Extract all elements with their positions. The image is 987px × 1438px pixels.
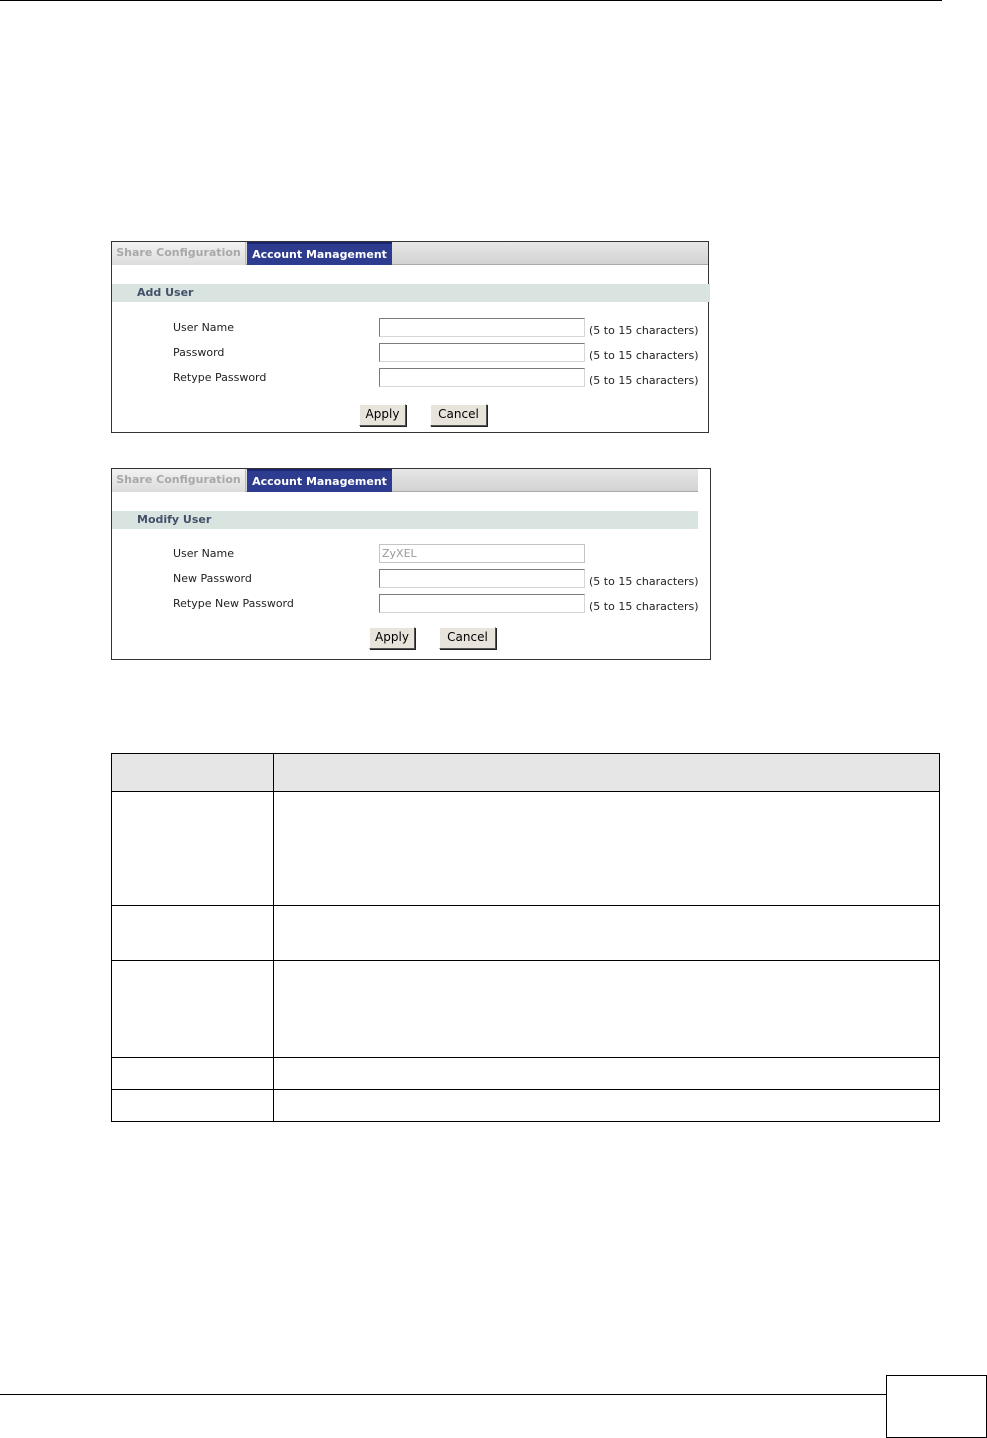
retype-new-password-input[interactable]	[379, 594, 585, 613]
password-label: Password	[173, 346, 225, 359]
table-row	[112, 906, 940, 961]
add-user-panel	[111, 241, 709, 433]
table-row	[112, 1090, 940, 1122]
table-cell	[274, 792, 940, 906]
table-header-cell	[112, 754, 274, 792]
field-description-table	[111, 753, 940, 1122]
table-row	[112, 792, 940, 906]
page-number-box	[886, 1375, 987, 1438]
retype-new-password-hint: (5 to 15 characters)	[589, 600, 699, 613]
tab-share-configuration[interactable]: Share Configuration	[112, 242, 246, 265]
table-header-row	[112, 754, 940, 792]
table-cell	[112, 961, 274, 1058]
table-header-cell	[274, 754, 940, 792]
user-name-label: User Name	[173, 547, 235, 560]
table-cell	[112, 1058, 274, 1090]
table-cell	[274, 906, 940, 961]
retype-new-password-label: Retype New Password	[173, 597, 294, 610]
table-row	[112, 961, 940, 1058]
table-cell	[112, 792, 274, 906]
cancel-button[interactable]: Cancel	[439, 627, 496, 649]
footer-rule	[0, 1394, 886, 1395]
user-name-hint: (5 to 15 characters)	[589, 324, 699, 337]
tab-share-configuration[interactable]: Share Configuration	[112, 469, 246, 492]
retype-password-label: Retype Password	[173, 371, 267, 384]
table-cell	[112, 1090, 274, 1122]
user-name-label: User Name	[173, 321, 235, 334]
password-hint: (5 to 15 characters)	[589, 349, 699, 362]
apply-button[interactable]: Apply	[369, 627, 415, 649]
new-password-label: New Password	[173, 572, 252, 585]
tab-account-management[interactable]: Account Management	[247, 469, 392, 492]
tab-account-management[interactable]: Account Management	[247, 242, 392, 265]
section-title: Add User	[112, 284, 710, 302]
section-title: Modify User	[112, 511, 698, 529]
table-cell	[274, 1058, 940, 1090]
retype-password-input[interactable]	[379, 368, 585, 387]
tab-bar	[112, 242, 708, 265]
new-password-hint: (5 to 15 characters)	[589, 575, 699, 588]
new-password-input[interactable]	[379, 569, 585, 588]
apply-button[interactable]: Apply	[359, 404, 406, 426]
table-cell	[274, 961, 940, 1058]
tab-bar	[112, 469, 698, 492]
table-cell	[274, 1090, 940, 1122]
cancel-button[interactable]: Cancel	[430, 404, 487, 426]
user-name-input[interactable]: ZyXEL	[379, 544, 585, 563]
user-name-input[interactable]	[379, 318, 585, 337]
header-rule	[0, 0, 942, 1]
password-input[interactable]	[379, 343, 585, 362]
table-row	[112, 1058, 940, 1090]
modify-user-panel	[111, 468, 711, 660]
table-cell	[112, 906, 274, 961]
retype-password-hint: (5 to 15 characters)	[589, 374, 699, 387]
